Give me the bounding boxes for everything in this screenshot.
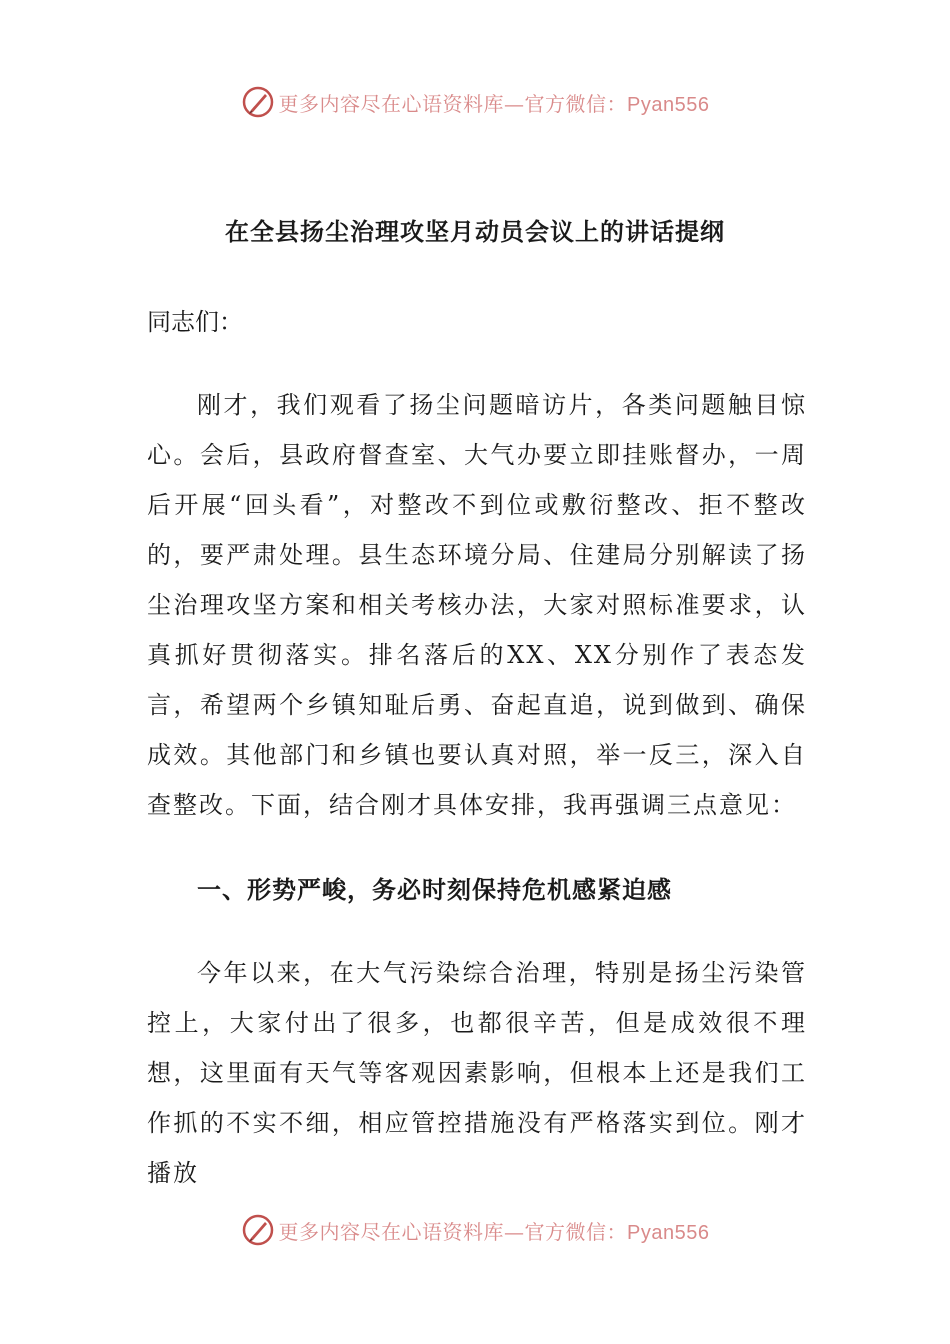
body-paragraph: 刚才，我们观看了扬尘问题暗访片，各类问题触目惊心。会后，县政府督查室、大气办要立即挂账督办，一周后开展“回头看”，对整改不到位或敷衍整改、拒不整改的，要严肃处理。县生态环境分局、住建局分别解读了扬尘治理攻坚方案和相关考核办法，大家对照标准要求，认真抓好贯彻落实。排名落后的XX、XX分别作了表态发言，希望两个乡镇知耻后勇、奋起直追，说到做到、确保成效。其他部门和乡镇也要认真对照，举一反三，深入自查整改。下面，结合刚才具体安排，我再强调三点意见： [147,391,807,819]
body-paragraph: 今年以来，在大气污染综合治理，特别是扬尘污染管控上，大家付出了很多，也都很辛苦，但是成效很不理想，这里面有天气等客观因素影响，但根本上还是我们工作抓的不实不细，相应管控措施没有严格落实到位。刚才播放 [147,959,807,1187]
pen-logo-icon [241,85,275,119]
document-title: 在全县扬尘治理攻坚月动员会议上的讲话提纲 [225,217,725,246]
wechat-id: Pyan556 [627,1221,710,1244]
section-heading: 一、形势严峻，务必时刻保持危机感紧迫感 [197,875,672,904]
wechat-id: Pyan556 [627,93,710,116]
pen-logo-icon [241,1213,275,1247]
banner-text: 更多内容尽在心语资料库—官方微信：Pyan556 [278,91,710,116]
banner-text: 更多内容尽在心语资料库—官方微信：Pyan556 [278,1219,710,1244]
header-banner [0,80,950,124]
footer-banner [0,1208,950,1252]
salutation: 同志们： [147,308,243,336]
